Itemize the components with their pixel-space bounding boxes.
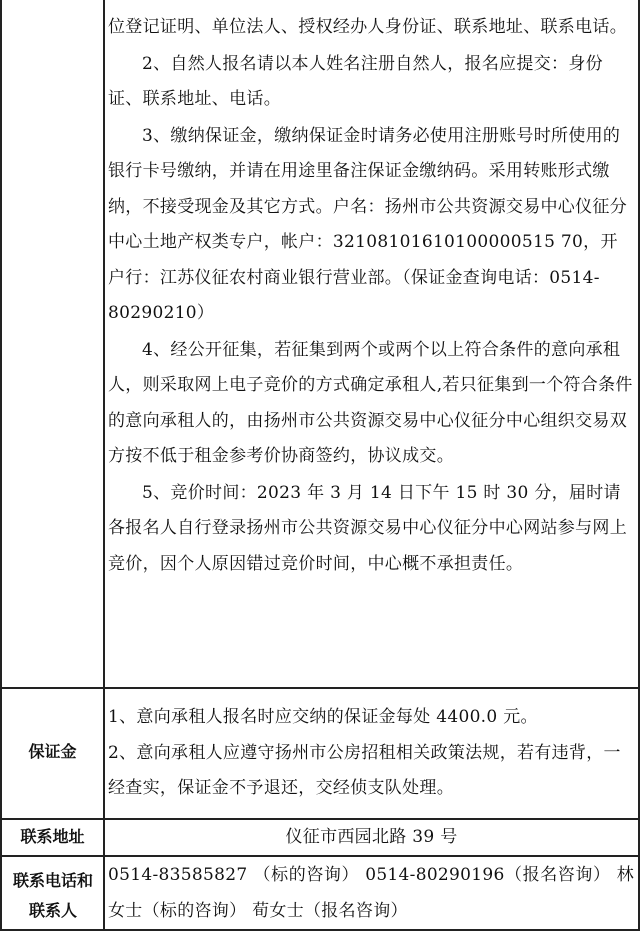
deposit-line-1: 1、意向承租人报名时应交纳的保证金每处 4400.0 元。 — [108, 707, 538, 727]
row-divider-main — [0, 687, 640, 689]
paragraph-5: 5、竞价时间：2023 年 3 月 14 日下午 15 时 30 分，届时请各报名人自行登录扬州市公共资源交易中心仪征分中心网站参与网上竞价，因个人原因错过竞价时间，中心概不承担责任。 — [108, 482, 627, 574]
paragraph-4: 4、经公开征集，若征集到两个或两个以上符合条件的意向承租人，则采取网上电子竞价的方式确定承租人,若只征集到一个符合条件的意向承租人的，由扬州市公共资源交易中心仪征分中心组织交易双方按不低于租金参考价协商签约，协议成交。 — [108, 339, 633, 466]
label-column-divider — [103, 0, 105, 931]
contact-value: 0514-83585827 （标的咨询） 0514-80290196（报名咨询） 林女士（标的咨询） 荀女士（报名咨询） — [108, 865, 634, 921]
paragraph-1: 位登记证明、单位法人、授权经办人身份证、联系地址、联系电话。 — [108, 17, 627, 37]
deposit-line-2: 2、意向承租人应遵守扬州市公房招租相关政策法规，若有违背，一经查实，保证金不予退还，交经侦支队处理。 — [108, 742, 621, 798]
paragraph-2: 2、自然人报名请以本人姓名注册自然人，报名应提交：身份证、联系地址、电话。 — [108, 53, 603, 109]
address-value: 仪征市西园北路 39 号 — [285, 827, 458, 847]
deposit-content-cell — [108, 700, 634, 807]
address-label: 联系地址 — [20, 827, 85, 846]
left-border — [0, 0, 2, 931]
paragraph-3: 3、缴纳保证金，缴纳保证金时请务必使用注册账号时所使用的银行卡号缴纳，并请在用途里备注保证金缴纳码。采用转账形式缴纳，不接受现金及其它方式。户名：扬州市公共资源交易中心仪征分中心土地产权类专户，帐户：32108101610100000515 70，开户行：江苏仪征农村商业银行营业部。（保证金查询电话：0514-80290210） — [108, 125, 627, 323]
main-content-cell — [108, 10, 634, 582]
contact-label: 联系电话和联系人 — [12, 871, 93, 920]
deposit-label: 保证金 — [28, 742, 77, 761]
